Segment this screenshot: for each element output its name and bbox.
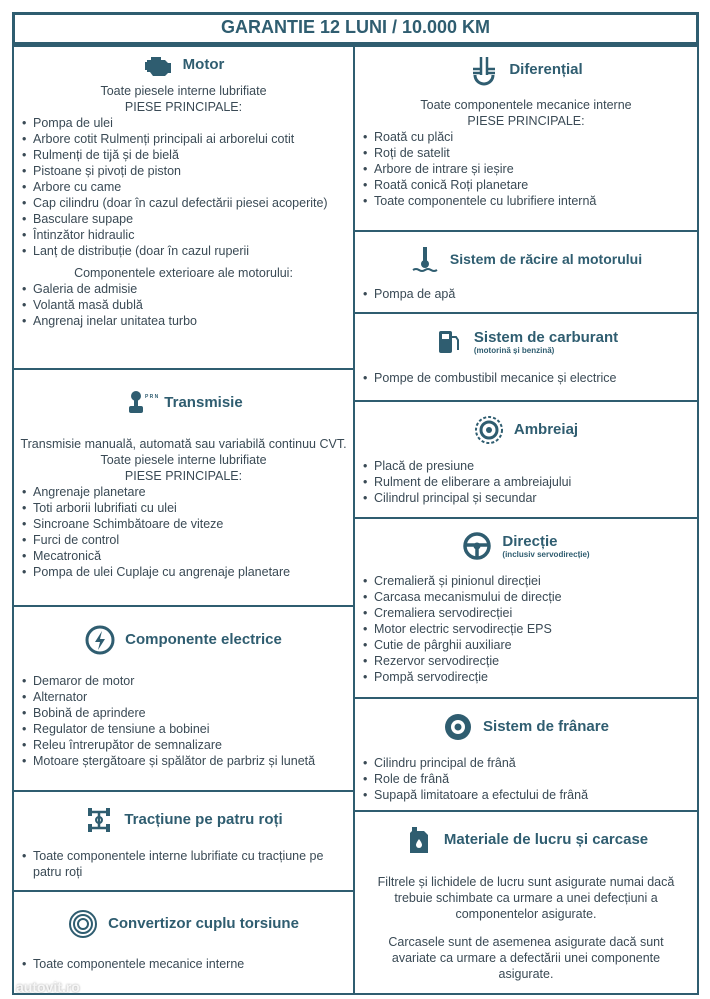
list-item: • Placă de presiune — [361, 458, 691, 474]
section-motor — [12, 45, 355, 370]
oil-canister-icon — [404, 825, 434, 855]
section-electrice — [12, 605, 355, 792]
section-transmisie — [12, 368, 355, 607]
list-item: • Roată conică Roți planetare — [361, 177, 691, 193]
list-item: • Cremalieră și pinionul direcției — [361, 573, 691, 589]
torque-converter-icon — [68, 909, 98, 939]
list-item: • Cap cilindru (doar în cazul defectării piesei acoperite) — [20, 195, 347, 211]
page-title: GARANTIE 12 LUNI / 10.000 KM — [12, 12, 699, 45]
section-materiale — [353, 810, 699, 995]
section-title: Sistem de răcire al motorului — [449, 251, 643, 267]
intro: PIESE PRINCIPALE: — [124, 469, 243, 483]
section-title: Diferențial — [509, 61, 583, 78]
paragraph: Filtrele și lichidele de lucru sunt asigurate numai dacă trebuie schimbate ca urmare a unei defecțiuni a componentelor asigurate. — [377, 875, 675, 921]
coolant-icon — [410, 244, 440, 274]
section-subtitle: (motorină și benzină) — [473, 345, 555, 355]
section-subtitle: (inclusiv servodirecție) — [502, 549, 590, 559]
list-item: • Pompă servodirecție — [361, 669, 691, 685]
list-item: • Basculare supape — [20, 211, 347, 227]
steering-wheel-icon — [462, 531, 492, 561]
item-list — [20, 281, 347, 329]
section-title: Motor — [182, 56, 225, 73]
watermark-logo: autovit.ro — [16, 979, 80, 995]
list-item: • Demaror de motor — [20, 673, 347, 689]
item-list — [361, 573, 691, 685]
list-item: • Angrenaje planetare — [20, 484, 347, 500]
list-item: • Pompa de apă — [361, 286, 691, 302]
section-title: Materiale de lucru și carcase — [443, 831, 649, 848]
list-item: • Supapă limitatoare a efectului de frână — [361, 787, 691, 803]
list-item: • Pistoane și pivoți de piston — [20, 163, 347, 179]
section-diferential — [353, 45, 699, 232]
section-title: Transmisie — [164, 394, 243, 411]
list-item: • Cutie de pârghii auxiliare — [361, 637, 691, 653]
section-title: Tracțiune pe patru roți — [124, 811, 283, 828]
svg-text:P R N: P R N — [145, 394, 159, 400]
brake-disc-icon — [443, 712, 473, 742]
axle-icon — [84, 805, 114, 835]
list-item: • Toate componentele cu lubrifiere internă — [361, 193, 691, 209]
list-item: • Arbore cotit Rulmenți principali ai arborelui cotit — [20, 131, 347, 147]
list-item: • Rezervor servodirecție — [361, 653, 691, 669]
list-item: • Sincroane Schimbătoare de viteze — [20, 516, 347, 532]
lightning-icon — [85, 625, 115, 655]
list-item: • Toate componentele mecanice interne — [20, 956, 347, 972]
intro: PIESE PRINCIPALE: — [467, 114, 585, 128]
list-item: • Lanț de distribuție (doar în cazul ruperii — [20, 243, 347, 259]
list-item: • Releu întrerupător de semnalizare — [20, 737, 347, 753]
item-list — [361, 755, 691, 803]
item-list — [20, 848, 347, 880]
list-item: • Cilindrul principal și secundar — [361, 490, 691, 506]
item-list — [20, 956, 347, 972]
intro: Toate piesele interne lubrifiate — [100, 453, 267, 467]
section-carburant — [353, 312, 699, 402]
section-directie — [353, 517, 699, 699]
list-item: • Galeria de admisie — [20, 281, 347, 297]
section-title: Ambreiaj — [513, 421, 579, 438]
list-item: • Alternator — [20, 689, 347, 705]
list-item: • Toate componentele interne lubrifiate cu tracțiune pe patru roți — [20, 848, 347, 880]
section-racire — [353, 230, 699, 314]
list-item: • Pompa de ulei Cuplaje cu angrenaje planetare — [20, 564, 347, 580]
list-item: • Rulmenți de tijă și de bielă — [20, 147, 347, 163]
intro: PIESE PRINCIPALE: — [124, 100, 243, 114]
section-title: Componente electrice — [125, 631, 282, 648]
list-item: • Furci de control — [20, 532, 347, 548]
list-item: • Regulator de tensiune a bobinei — [20, 721, 347, 737]
differential-icon — [469, 55, 499, 85]
list-item: • Arbore cu came — [20, 179, 347, 195]
list-item: • Volantă masă dublă — [20, 297, 347, 313]
list-item: • Cilindru principal de frână — [361, 755, 691, 771]
engine-icon — [143, 50, 173, 80]
list-item: • Roată cu plăci — [361, 129, 691, 145]
list-item: • Bobină de aprindere — [20, 705, 347, 721]
section-title: Convertizor cuplu torsiune — [108, 915, 299, 932]
gear-shift-icon — [124, 388, 159, 418]
item-list — [20, 484, 347, 580]
list-item: • Roți de satelit — [361, 145, 691, 161]
list-item: • Angrenaj inelar unitatea turbo — [20, 313, 347, 329]
clutch-icon — [474, 415, 504, 445]
intro: Toate piesele interne lubrifiate — [100, 84, 267, 98]
item-list — [20, 115, 347, 259]
section-title: Direcție — [502, 532, 558, 550]
list-item: • Rulment de eliberare a ambreiajului — [361, 474, 691, 490]
list-item: • Toti arborii lubrifiati cu ulei — [20, 500, 347, 516]
list-item: • Motor electric servodirecție EPS — [361, 621, 691, 637]
list-item: • Pompa de ulei — [20, 115, 347, 131]
list-item: • Role de frână — [361, 771, 691, 787]
list-item: • Cremaliera servodirecției — [361, 605, 691, 621]
paragraph: Carcasele sunt de asemenea asigurate dacă sunt avariate ca urmare a defectării unei componente asigurate. — [388, 935, 664, 981]
list-item: • Întinzător hidraulic — [20, 227, 347, 243]
list-item: • Pompe de combustibil mecanice și electrice — [361, 370, 691, 386]
section-title: Sistem de carburant — [473, 328, 619, 346]
section-ambreiaj — [353, 400, 699, 519]
item-list — [361, 129, 691, 209]
item-list — [361, 458, 691, 506]
list-item: • Mecatronică — [20, 548, 347, 564]
item-list — [361, 286, 691, 302]
intro: Transmisie manuală, automată sau variabilă continuu CVT. — [20, 437, 347, 451]
section-tractiune — [12, 790, 355, 892]
item-list — [20, 673, 347, 769]
intro: Toate componentele mecanice interne — [420, 98, 632, 112]
list-item: • Motoare ștergătoare și spălător de parbriz și lunetă — [20, 753, 347, 769]
list-item: • Carcasa mecanismului de direcție — [361, 589, 691, 605]
item-list — [361, 370, 691, 386]
section-franare — [353, 697, 699, 812]
list-item: • Arbore de intrare și ieșire — [361, 161, 691, 177]
fuel-pump-icon — [434, 327, 464, 357]
section-title: Sistem de frânare — [483, 718, 609, 735]
intro: Componentele exterioare ale motorului: — [74, 266, 293, 280]
